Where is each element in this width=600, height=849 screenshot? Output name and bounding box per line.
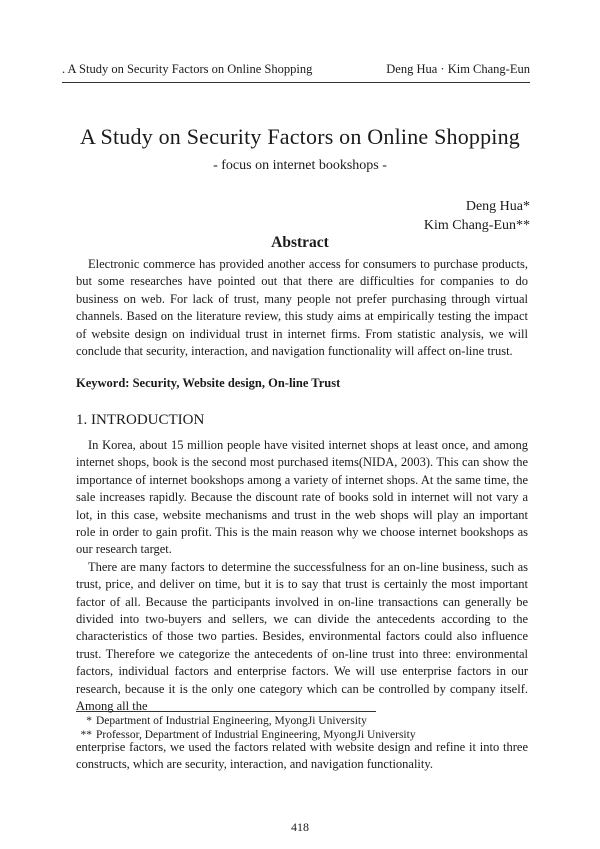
paper-title: A Study on Security Factors on Online Shopping <box>79 124 521 149</box>
paper-subtitle: - focus on internet bookshops - <box>213 158 387 173</box>
footnote-1 <box>76 714 376 728</box>
abstract-body <box>76 256 528 360</box>
running-header-authors: Deng Hua · Kim Chang-Eun <box>386 62 530 76</box>
abstract-heading: Abstract <box>271 234 329 251</box>
footnotes <box>76 711 416 742</box>
footnote-2-text: Professor, Department of Industrial Engineering, MyongJi University <box>96 729 416 741</box>
introduction-continuation <box>76 739 528 774</box>
author-list <box>424 197 530 235</box>
running-header <box>62 62 530 83</box>
footnote-1-mark: * <box>86 715 92 727</box>
intro-paragraph-2-continued: enterprise factors, we used the factors related with website design and refine it into three constructs, which are security, interaction, and navigation functionality. <box>76 740 528 772</box>
introduction-body <box>76 437 528 716</box>
footnote-1-text: Department of Industrial Engineering, MyongJi University <box>96 715 367 727</box>
keyword-line: Keyword: Security, Website design, On-line Trust <box>76 376 341 390</box>
footnote-2-mark: ** <box>80 729 92 741</box>
abstract-paragraph: Electronic commerce has provided another access for consumers to purchase products, but some researches have pointed out that there are difficulties for companies to do business on web. For lack of trust, many people not prefer purchasing through virtual channels. Based on the literature review, this study aims at empirically testing the impact of website design on individual trust in internet firms. From statistic analysis, we will conclude that security, interaction, and navigation functionality will affect on-line trust. <box>76 257 528 359</box>
author-1: Deng Hua* <box>465 199 530 214</box>
running-header-title: . A Study on Security Factors on Online Shopping <box>62 62 313 76</box>
author-2: Kim Chang-Eun** <box>423 218 530 233</box>
intro-paragraph-2: There are many factors to determine the successfulness for an on-line business, such as trust, price, and deliver on time, but it is to say that trust is certainly the most important factor of all. Because the participants involved in on-line transactions can generally be divided into two-buyers and sellers, we can divide the antecedents according to the characteristics of those two parties. Besides, environmental factors could also influence trust. Therefore we categorize the antecedents of on-line trust into three: environmental factors, individual factors and enterprise factors. We will use enterprise factors in our research, because it is the only one category which can be controlled by company itself. Among all the <box>76 559 528 714</box>
page-number: 418 <box>291 820 309 834</box>
intro-paragraph-1: In Korea, about 15 million people have visited internet shops at least once, and among internet shops, book is the second most purchased items(NIDA, 2003). This can show the importance of internet bookshops among a variety of internet shops. At the same time, the sale increases rapidly. Because the discount rate of books sold in internet will not vary a lot, in this case, website mechanisms and trust in the web shops will play an important role in order to gain profit. This is the main reason why we choose internet bookshops as our research target. <box>76 438 528 557</box>
section-heading-introduction: 1. INTRODUCTION <box>76 412 205 428</box>
